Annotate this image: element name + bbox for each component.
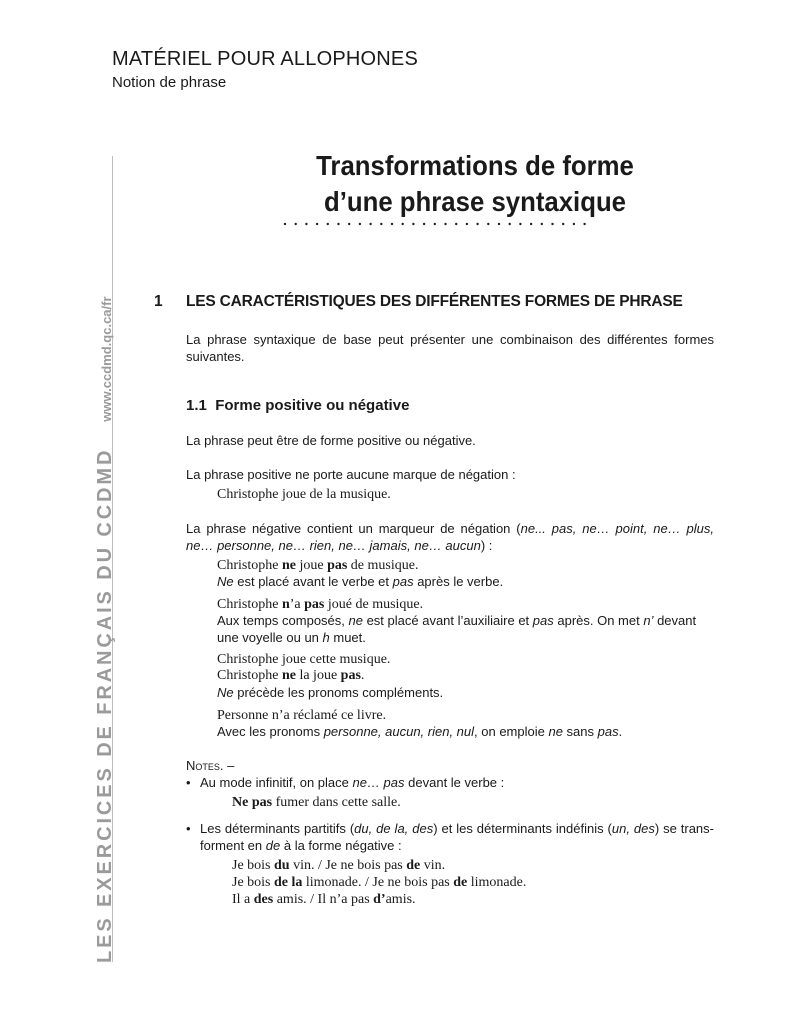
note-2-example-3: Il a des amis. / Il n’a pas d’amis. <box>232 892 416 907</box>
example-3-sentence-1: Christophe joue cette musique. <box>217 652 391 667</box>
example-2-note-line1: Aux temps composés, ne est placé avant l’auxiliaire et pas après. On met n’ devant <box>217 613 697 628</box>
example-1-note: Ne est placé avant le verbe et pas après le verbe. <box>217 574 504 589</box>
sidebar-vertical-text <box>94 296 117 963</box>
example-4-sentence: Personne n’a réclamé ce livre. <box>217 708 387 723</box>
note-1-text: Au mode infinitif, on place ne… pas devant le verbe : <box>200 775 505 790</box>
section-intro: La phrase syntaxique de base peut présenter une combinaison des différentes formes suivantes. <box>186 332 714 364</box>
section-number: 1 <box>154 293 163 310</box>
example-3-sentence-2: Christophe ne la joue pas. <box>217 668 365 683</box>
title-dotted-rule <box>283 219 586 229</box>
note-2-line2: forment en de à la forme négative : <box>200 838 402 853</box>
note-2-example-2: Je bois de la limonade. / Je ne bois pas de limonade. <box>232 875 527 890</box>
section-heading: LES CARACTÉRISTIQUES DES DIFFÉRENTES FORMES DE PHRASE <box>186 293 683 310</box>
example-positive: Christophe joue de la musique. <box>217 487 391 502</box>
subsection-title: Forme positive ou négative <box>215 397 410 414</box>
page-title-line1: Transformations de forme <box>316 150 634 181</box>
example-2-sentence: Christophe n’a pas joué de musique. <box>217 597 424 612</box>
paragraph-positive: La phrase positive ne porte aucune marque de négation : <box>186 467 516 482</box>
notes-label: Notes. – <box>186 758 235 773</box>
paragraph-negative-line1: La phrase négative contient un marqueur de négation (ne... pas, ne… point, ne… plus, <box>186 521 714 536</box>
example-3-note: Ne précède les pronoms compléments. <box>217 685 444 700</box>
example-2-note-line2: une voyelle ou un h muet. <box>217 630 366 645</box>
bullet-icon: • <box>186 775 191 790</box>
subsection-heading <box>186 397 409 414</box>
example-1-sentence: Christophe ne joue pas de musique. <box>217 558 419 573</box>
paragraph-intro: La phrase peut être de forme positive ou négative. <box>186 433 476 448</box>
header-subtitle: Notion de phrase <box>112 74 227 91</box>
paragraph-negative-line2: ne… personne, ne… rien, ne… jamais, ne… aucun) : <box>186 538 493 553</box>
example-4-note: Avec les pronoms personne, aucun, rien, nul, on emploie ne sans pas. <box>217 724 623 739</box>
note-1-example: Ne pas fumer dans cette salle. <box>232 795 401 810</box>
note-2-line1: Les déterminants partitifs (du, de la, des) et les déterminants indéfinis (un, des) se trans- <box>200 821 714 836</box>
bullet-icon: • <box>186 821 191 836</box>
sidebar-collection: LES EXERCICES DE FRANÇAIS DU CCDMD <box>94 447 116 963</box>
subsection-number: 1.1 <box>186 397 207 414</box>
page-title <box>204 148 747 220</box>
sidebar-website: www.ccdmd.qc.ca/fr <box>99 296 114 422</box>
header-title: MATÉRIEL POUR ALLOPHONES <box>112 48 418 70</box>
page-title-line2: d’une phrase syntaxique <box>323 186 627 217</box>
note-2-example-1: Je bois du vin. / Je ne bois pas de vin. <box>232 858 446 873</box>
